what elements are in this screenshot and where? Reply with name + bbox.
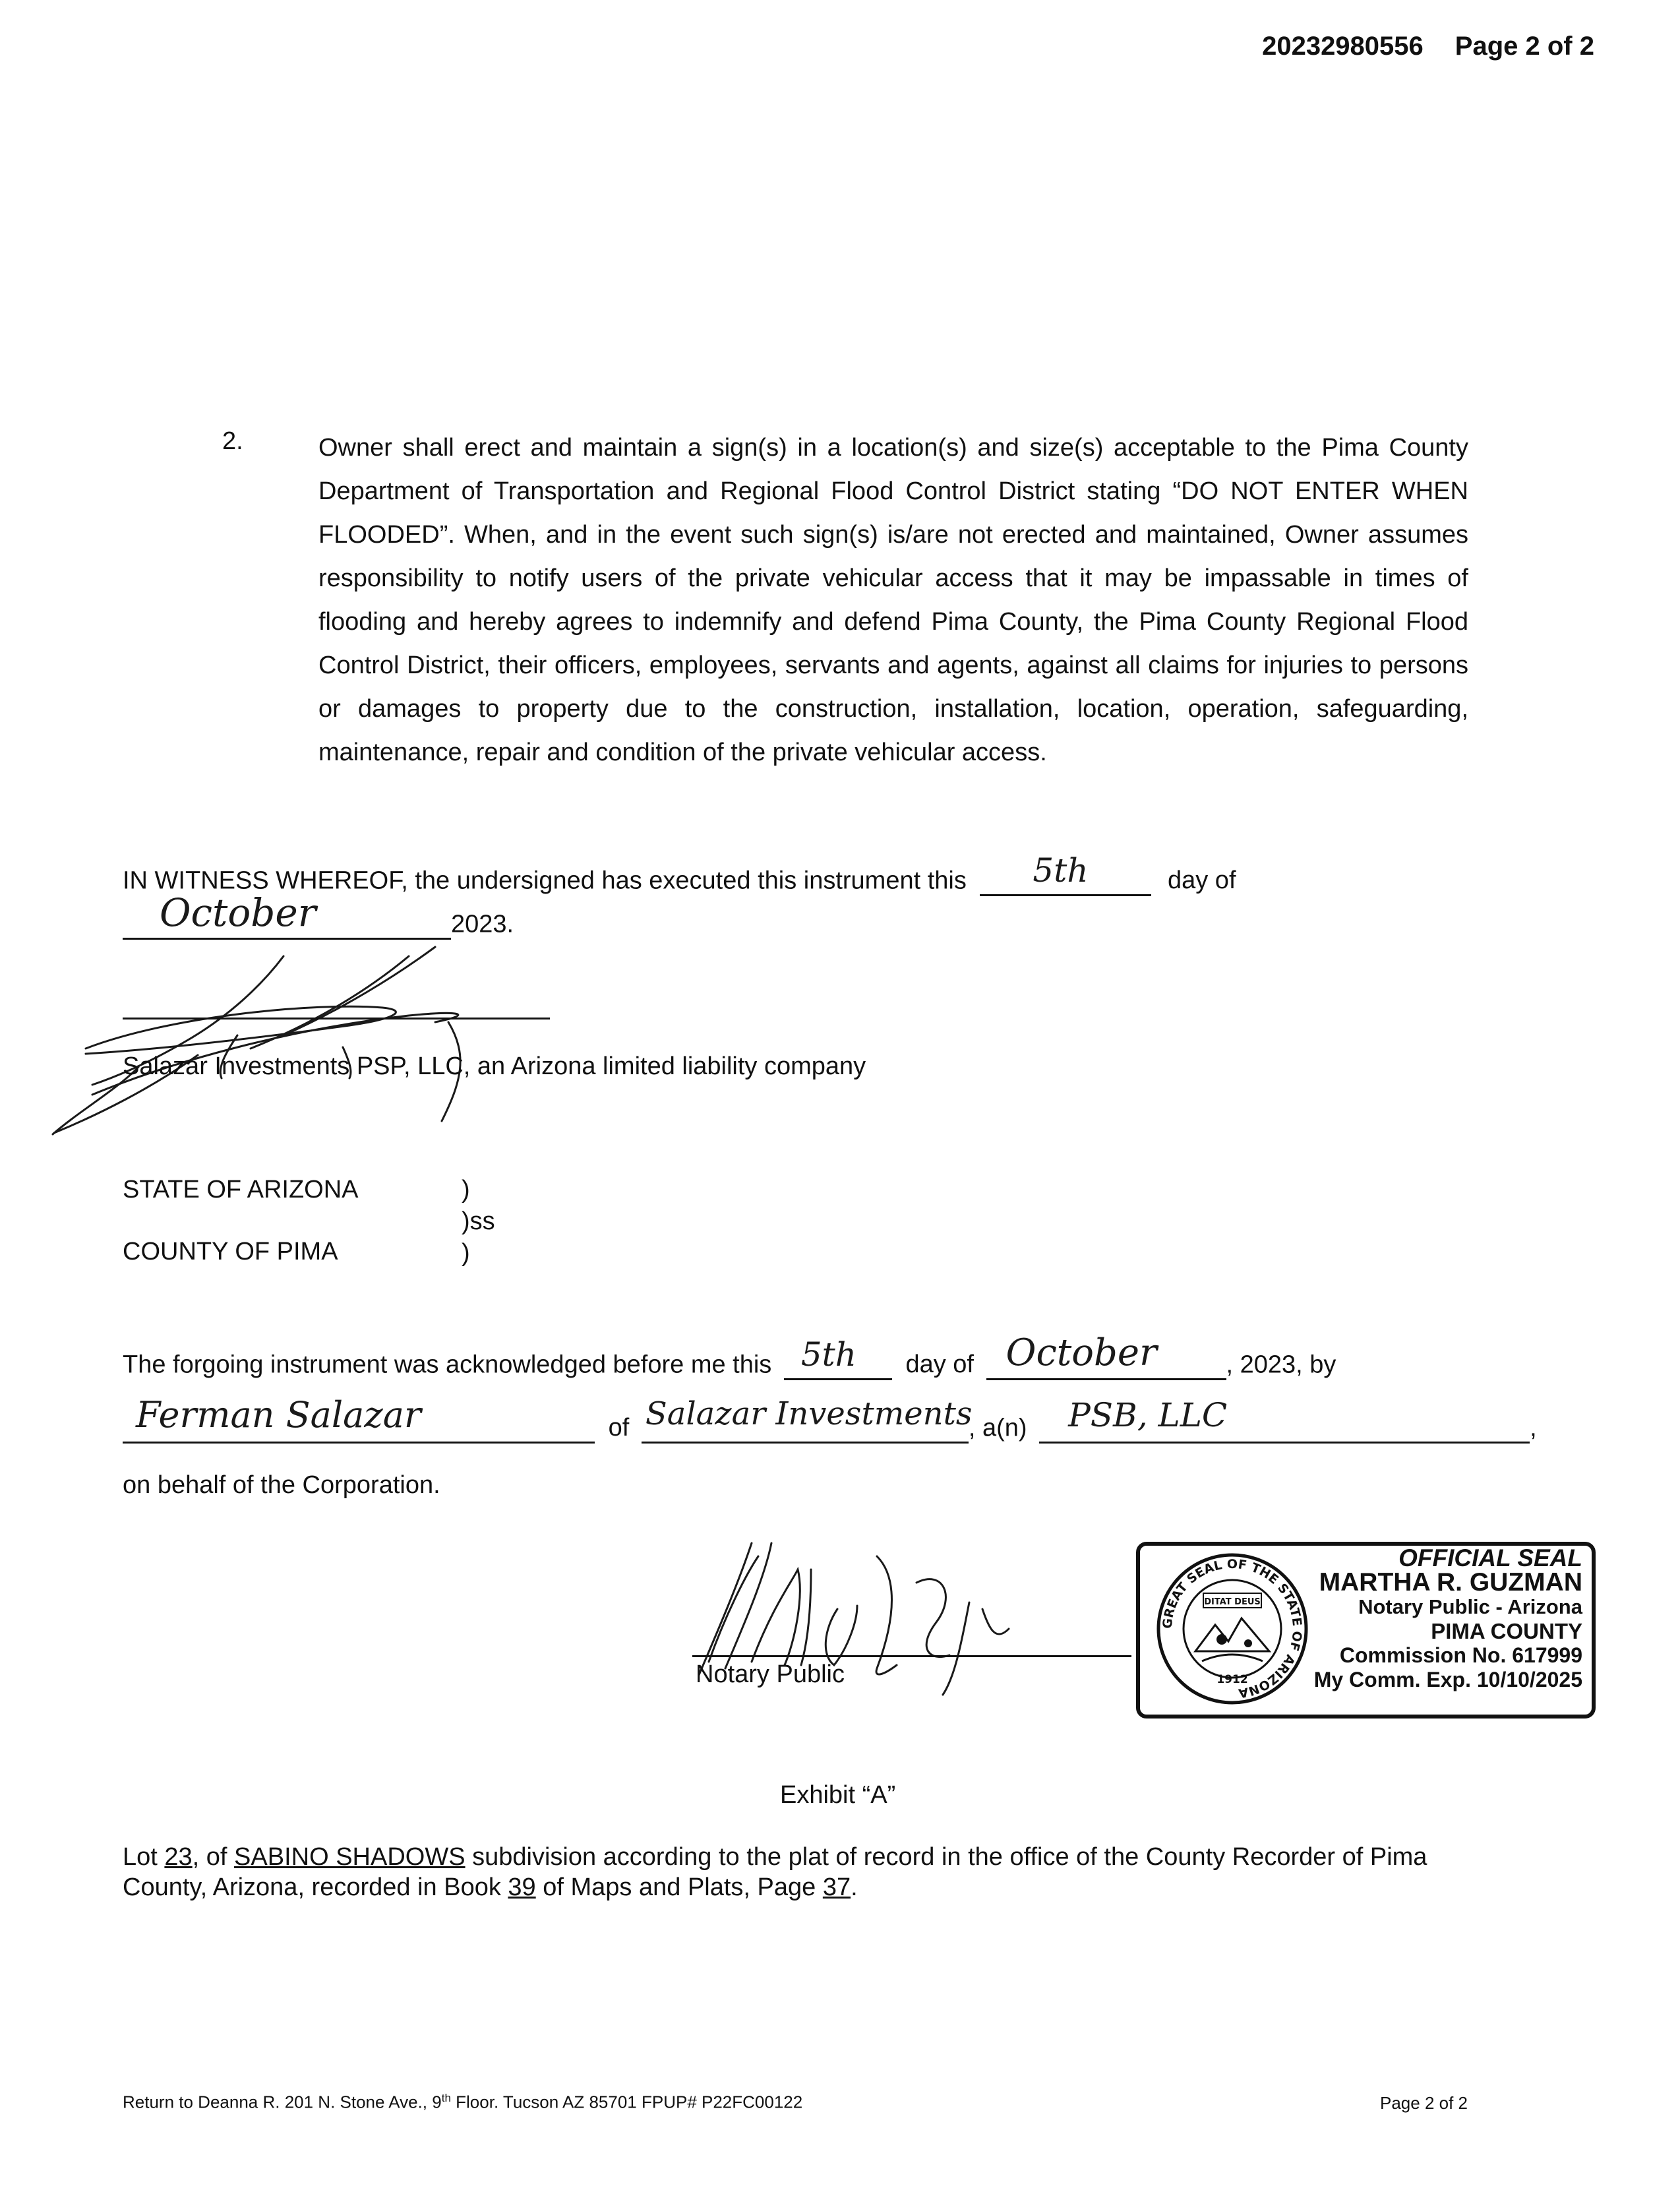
- ack-an: , a(n): [968, 1414, 1027, 1442]
- venue-paren-close: ): [462, 1239, 470, 1267]
- witness-day-blank: [980, 851, 1151, 896]
- ack-month-handwritten: October: [1005, 1331, 1157, 1374]
- notary-public-label: Notary Public: [696, 1660, 845, 1688]
- witness-month-handwritten: October: [160, 890, 316, 935]
- ack-name-blank: [123, 1394, 595, 1444]
- ack-day-blank: [784, 1335, 892, 1380]
- exhibit-legal-line-2: [123, 1873, 858, 1903]
- seal-county: PIMA COUNTY: [1431, 1619, 1582, 1643]
- exhibit-subdivision: SABINO SHADOWS: [234, 1843, 465, 1871]
- footer-return-to: Return to Deanna R. 201 N. Stone Ave., 9: [123, 2092, 442, 2112]
- seal-text-block: [1314, 1546, 1582, 1692]
- acknowledgment-behalf: on behalf of the Corporation.: [123, 1471, 440, 1499]
- exhibit-end: .: [851, 1873, 858, 1901]
- footer-page-number: Page 2 of 2: [1380, 2093, 1468, 2113]
- ack-day-of: day of: [905, 1351, 974, 1379]
- ack-name-handwritten: Ferman Salazar: [136, 1394, 421, 1436]
- exhibit-lot-label: Lot: [123, 1843, 158, 1871]
- seal-notary-name: MARTHA R. GUZMAN: [1319, 1568, 1582, 1597]
- notary-seal-stamp: [1136, 1542, 1596, 1719]
- exhibit-text-2: County, Arizona, recorded in Book: [123, 1873, 501, 1901]
- seal-emblem-year: 1912: [1216, 1673, 1248, 1686]
- acknowledgment-line-1: [123, 1331, 1336, 1380]
- ack-lead: The forgoing instrument was acknowledged before me this: [123, 1351, 772, 1379]
- ack-day-handwritten: 5th: [800, 1335, 856, 1374]
- seal-commission-expiry: My Comm. Exp. 10/10/2025: [1313, 1668, 1582, 1691]
- ack-comma: ,: [1530, 1414, 1537, 1442]
- ack-company-handwritten: Salazar Investments: [645, 1395, 973, 1432]
- seal-notary-state: Notary Public - Arizona: [1358, 1595, 1582, 1618]
- witness-year: 2023.: [451, 910, 514, 938]
- clause-paragraph: Owner shall erect and maintain a sign(s) in a location(s) and size(s) acceptable to the Pima County Department of Transportation and Regional Flood Control District stating “DO NOT ENTER WHEN FLOODED”. When, and in the event such sign(s) is/are not erected and maintained, Owner assumes responsibility to notify users of the private vehicular access that it may be impassable in times of flooding and hereby agrees to indemnify and defend Pima County, the Pima County Regional Flood Control District, their officers, employees, servants and agents, against all claims for injuries to persons or damages to property due to the construction, installation, location, operation, safeguarding, maintenance, repair and condition of the private vehicular access.: [318, 434, 1468, 766]
- clause-number: 2.: [222, 427, 243, 455]
- seal-emblem-outer-text: GREAT SEAL OF THE STATE OF ARIZONA: [1160, 1556, 1305, 1701]
- witness-day-of: day of: [1167, 867, 1236, 895]
- footer-rest: Floor. Tucson AZ 85701 FPUP# P22FC00122: [456, 2092, 803, 2112]
- ack-of: of: [608, 1414, 630, 1442]
- footer-sup: th: [441, 2092, 451, 2104]
- ack-year-by: , 2023, by: [1226, 1351, 1336, 1379]
- witness-lead: IN WITNESS WHEREOF, the undersigned has executed this instrument this: [123, 867, 967, 895]
- exhibit-text-3: of Maps and Plats, Page: [543, 1873, 816, 1901]
- exhibit-of: , of: [192, 1843, 227, 1871]
- venue-state: STATE OF ARIZONA: [123, 1176, 359, 1203]
- witness-month-blank: [123, 890, 451, 940]
- acknowledgment-line-2: [123, 1394, 1537, 1444]
- venue-ss: )ss: [462, 1207, 495, 1235]
- venue-county: COUNTY OF PIMA: [123, 1238, 338, 1265]
- instrument-number: 20232980556: [1262, 32, 1424, 61]
- ack-month-blank: [986, 1331, 1226, 1380]
- arizona-seal-emblem: [1156, 1552, 1309, 1705]
- exhibit-lot-number: 23: [164, 1843, 193, 1871]
- ack-type-blank: [1039, 1396, 1530, 1444]
- exhibit-title: Exhibit “A”: [780, 1781, 896, 1809]
- notary-signature-line: [692, 1655, 1131, 1657]
- footer-return-address: [123, 2092, 802, 2113]
- document-header: [1230, 32, 1594, 61]
- seal-emblem-motto: DITAT DEUS: [1204, 1597, 1261, 1607]
- seal-commission-number: Commission No. 617999: [1339, 1643, 1582, 1667]
- exhibit-text-1: subdivision according to the plat of record in the office of the County Recorder of Pima: [472, 1843, 1427, 1871]
- signer-entity: Salazar Investments PSP, LLC, an Arizona limited liability company: [123, 1052, 866, 1080]
- exhibit-book: 39: [508, 1873, 536, 1901]
- header-page-number: Page 2 of 2: [1455, 32, 1594, 61]
- witness-day-handwritten: 5th: [1033, 851, 1089, 890]
- venue-paren-open: ): [462, 1176, 470, 1203]
- ack-company-blank: [642, 1395, 973, 1444]
- ack-type-handwritten: PSB, LLC: [1068, 1396, 1228, 1434]
- owner-signature-line: [123, 1018, 550, 1019]
- exhibit-page: 37: [822, 1873, 851, 1901]
- owner-signature: [40, 936, 567, 1147]
- seal-title: OFFICIAL SEAL: [1398, 1544, 1582, 1571]
- exhibit-legal-line-1: [123, 1842, 1427, 1873]
- witness-month-line: [123, 890, 514, 940]
